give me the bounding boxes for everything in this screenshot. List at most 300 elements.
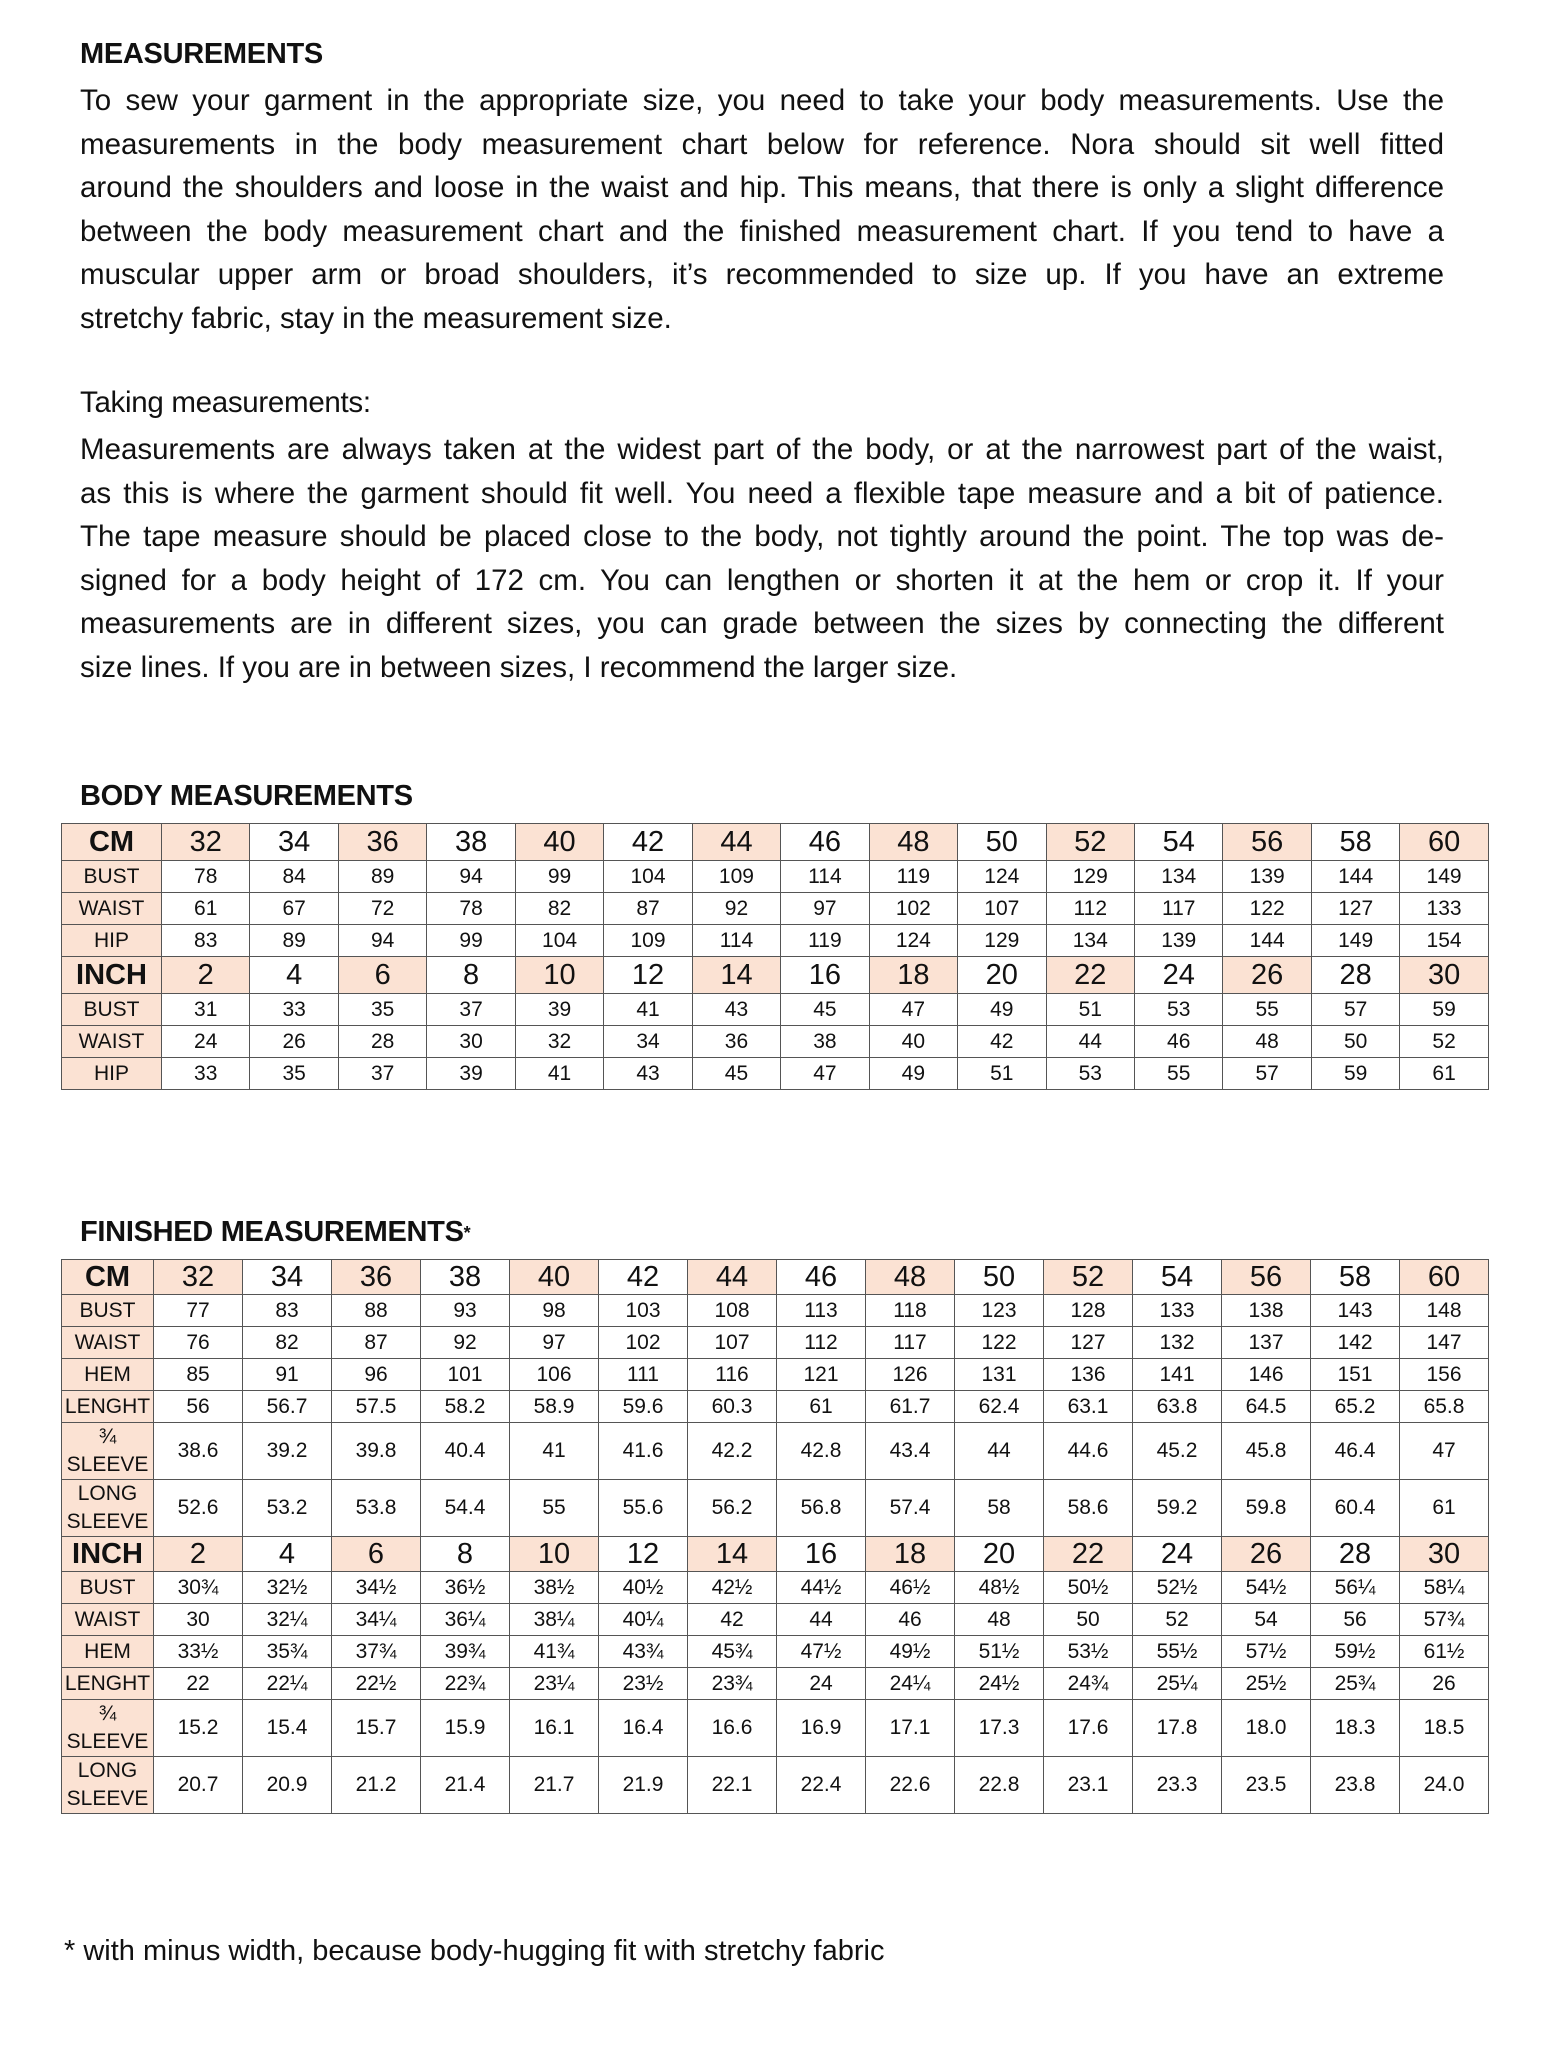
text-line: Measurements are always taken at the widest part of the body, or at the narrowest part of the waist,: [80, 433, 1444, 466]
value-cell: 24: [777, 1668, 866, 1700]
footnote: * with minus width, because body-hugging fit with stretchy fabric: [64, 1935, 885, 1967]
value-cell: 106: [510, 1359, 599, 1391]
value-cell: 134: [1046, 925, 1134, 957]
value-cell: 18.5: [1400, 1700, 1489, 1757]
value-cell: 89: [250, 925, 338, 957]
value-cell: 55½: [1133, 1636, 1222, 1668]
text-line: as this is where the garment should fit well. You need a flexible tape measure and a bit of patience.: [80, 476, 1444, 510]
measurement-label: HIP: [62, 1058, 162, 1090]
text-line: signed for a body height of 172 cm. You can lengthen or shorten it at the hem or crop it. If your: [80, 563, 1444, 597]
value-cell: 113: [777, 1295, 866, 1327]
value-cell: 43: [692, 994, 780, 1026]
value-cell: 38.6: [154, 1423, 243, 1480]
value-cell: 22¾: [421, 1668, 510, 1700]
value-cell: 101: [421, 1359, 510, 1391]
value-cell: 41.6: [599, 1423, 688, 1480]
value-cell: 37¾: [332, 1636, 421, 1668]
value-cell: 43.4: [866, 1423, 955, 1480]
value-cell: 104: [515, 925, 603, 957]
size-cell: 12: [604, 957, 692, 994]
value-cell: 121: [777, 1359, 866, 1391]
value-cell: 31: [162, 994, 250, 1026]
value-cell: 45¾: [688, 1636, 777, 1668]
value-cell: 24¼: [866, 1668, 955, 1700]
value-cell: 107: [688, 1327, 777, 1359]
value-cell: 15.4: [243, 1700, 332, 1757]
value-cell: 93: [421, 1295, 510, 1327]
size-header-row: [62, 1537, 1489, 1572]
size-cell: 28: [1311, 957, 1399, 994]
label-line: SLEEVE: [66, 1787, 149, 1810]
value-cell: 32½: [243, 1572, 332, 1604]
value-cell: 122: [955, 1327, 1044, 1359]
value-cell: 45.8: [1222, 1423, 1311, 1480]
value-cell: 99: [427, 925, 515, 957]
value-cell: 149: [1400, 861, 1488, 893]
size-cell: 58: [1311, 824, 1399, 861]
value-cell: 122: [1223, 893, 1311, 925]
value-cell: 114: [692, 925, 780, 957]
value-cell: 60.4: [1311, 1480, 1400, 1537]
size-cell: 30: [1400, 957, 1488, 994]
value-cell: 87: [604, 893, 692, 925]
value-cell: 76: [154, 1327, 243, 1359]
size-cell: 4: [250, 957, 338, 994]
value-cell: 127: [1311, 893, 1399, 925]
value-cell: 43: [604, 1058, 692, 1090]
size-cell: 42: [604, 824, 692, 861]
value-cell: 154: [1400, 925, 1488, 957]
value-cell: 129: [1046, 861, 1134, 893]
value-cell: 23.5: [1222, 1757, 1311, 1814]
table-row: [62, 925, 1489, 957]
value-cell: 45: [692, 1058, 780, 1090]
value-cell: 112: [777, 1327, 866, 1359]
value-cell: 56.7: [243, 1391, 332, 1423]
value-cell: 35: [250, 1058, 338, 1090]
value-cell: 37: [427, 994, 515, 1026]
value-cell: 118: [866, 1295, 955, 1327]
value-cell: 42: [688, 1604, 777, 1636]
size-cell: 60: [1400, 824, 1488, 861]
value-cell: 56¼: [1311, 1572, 1400, 1604]
value-cell: 92: [421, 1327, 510, 1359]
value-cell: 123: [955, 1295, 1044, 1327]
size-cell: 44: [692, 824, 780, 861]
intro-paragraph: [80, 79, 1444, 341]
value-cell: 131: [955, 1359, 1044, 1391]
value-cell: 44: [1046, 1026, 1134, 1058]
taking-measurements-paragraph: [80, 428, 1444, 690]
finished-measurements-title: [80, 1216, 470, 1249]
size-cell: 38: [427, 824, 515, 861]
unit-label: INCH: [62, 957, 162, 994]
value-cell: 50: [1044, 1604, 1133, 1636]
size-cell: 8: [427, 957, 515, 994]
label-line: LONG: [77, 1759, 138, 1782]
value-cell: 119: [781, 925, 869, 957]
value-cell: 40.4: [421, 1423, 510, 1480]
value-cell: 50½: [1044, 1572, 1133, 1604]
value-cell: 52: [1400, 1026, 1488, 1058]
value-cell: 61½: [1400, 1636, 1489, 1668]
value-cell: 78: [427, 893, 515, 925]
value-cell: 146: [1222, 1359, 1311, 1391]
size-cell: 58: [1311, 1260, 1400, 1295]
value-cell: 102: [869, 893, 957, 925]
size-header-row: [62, 1260, 1489, 1295]
value-cell: 51: [958, 1058, 1046, 1090]
table-row: [62, 1604, 1489, 1636]
value-cell: 23¾: [688, 1668, 777, 1700]
unit-label: CM: [62, 1260, 154, 1295]
value-cell: 24: [162, 1026, 250, 1058]
unit-label: CM: [62, 824, 162, 861]
size-cell: 2: [154, 1537, 243, 1572]
value-cell: 49: [869, 1058, 957, 1090]
value-cell: 22.1: [688, 1757, 777, 1814]
value-cell: 136: [1044, 1359, 1133, 1391]
value-cell: 142: [1311, 1327, 1400, 1359]
value-cell: 63.1: [1044, 1391, 1133, 1423]
measurement-label: [62, 1480, 154, 1537]
value-cell: 47: [869, 994, 957, 1026]
size-cell: 46: [781, 824, 869, 861]
value-cell: 57.5: [332, 1391, 421, 1423]
value-cell: 30¾: [154, 1572, 243, 1604]
value-cell: 55: [1223, 994, 1311, 1026]
value-cell: 117: [1134, 893, 1222, 925]
measurement-label: LENGHT: [62, 1668, 154, 1700]
size-cell: 56: [1223, 824, 1311, 861]
value-cell: 42½: [688, 1572, 777, 1604]
table-row: [62, 1700, 1489, 1757]
size-cell: 42: [599, 1260, 688, 1295]
value-cell: 42.2: [688, 1423, 777, 1480]
value-cell: 53½: [1044, 1636, 1133, 1668]
value-cell: 41: [604, 994, 692, 1026]
value-cell: 59.6: [599, 1391, 688, 1423]
size-cell: 52: [1044, 1260, 1133, 1295]
size-cell: 10: [515, 957, 603, 994]
value-cell: 149: [1311, 925, 1399, 957]
value-cell: 51: [1046, 994, 1134, 1026]
value-cell: 87: [332, 1327, 421, 1359]
text-line: between the body measurement chart and the finished measurement chart. If you tend to have a: [80, 214, 1444, 248]
value-cell: 141: [1133, 1359, 1222, 1391]
table-row: [62, 1423, 1489, 1480]
value-cell: 45: [781, 994, 869, 1026]
value-cell: 26: [1400, 1668, 1489, 1700]
table-row: [62, 1480, 1489, 1537]
size-cell: 28: [1311, 1537, 1400, 1572]
value-cell: 41: [515, 1058, 603, 1090]
value-cell: 18.3: [1311, 1700, 1400, 1757]
value-cell: 16.4: [599, 1700, 688, 1757]
measurement-label: [62, 1700, 154, 1757]
value-cell: 52: [1133, 1604, 1222, 1636]
value-cell: 44.6: [1044, 1423, 1133, 1480]
value-cell: 44½: [777, 1572, 866, 1604]
size-cell: 14: [688, 1537, 777, 1572]
value-cell: 16.6: [688, 1700, 777, 1757]
size-cell: 46: [777, 1260, 866, 1295]
value-cell: 151: [1311, 1359, 1400, 1391]
value-cell: 34½: [332, 1572, 421, 1604]
value-cell: 54.4: [421, 1480, 510, 1537]
size-cell: 44: [688, 1260, 777, 1295]
value-cell: 53: [1134, 994, 1222, 1026]
size-cell: 14: [692, 957, 780, 994]
value-cell: 57¾: [1400, 1604, 1489, 1636]
value-cell: 36: [692, 1026, 780, 1058]
value-cell: 124: [869, 925, 957, 957]
finished-measurements-table: [61, 1259, 1489, 1814]
value-cell: 47½: [777, 1636, 866, 1668]
value-cell: 59: [1311, 1058, 1399, 1090]
taking-measurements-heading: Taking measurements:: [80, 386, 371, 419]
value-cell: 42.8: [777, 1423, 866, 1480]
size-header-row: [62, 957, 1489, 994]
text-line: around the shoulders and loose in the waist and hip. This means, that there is only a slight difference: [80, 171, 1444, 205]
size-cell: 10: [510, 1537, 599, 1572]
value-cell: 58¼: [1400, 1572, 1489, 1604]
value-cell: 108: [688, 1295, 777, 1327]
measurement-label: BUST: [62, 1572, 154, 1604]
measurement-label: BUST: [62, 1295, 154, 1327]
size-cell: 20: [958, 957, 1046, 994]
size-cell: 20: [955, 1537, 1044, 1572]
value-cell: 16.9: [777, 1700, 866, 1757]
value-cell: 117: [866, 1327, 955, 1359]
value-cell: 34¼: [332, 1604, 421, 1636]
value-cell: 24.0: [1400, 1757, 1489, 1814]
size-cell: 38: [421, 1260, 510, 1295]
size-cell: 6: [338, 957, 426, 994]
value-cell: 39.2: [243, 1423, 332, 1480]
value-cell: 21.7: [510, 1757, 599, 1814]
value-cell: 24½: [955, 1668, 1044, 1700]
value-cell: 49½: [866, 1636, 955, 1668]
value-cell: 48½: [955, 1572, 1044, 1604]
value-cell: 49: [958, 994, 1046, 1026]
value-cell: 61: [1400, 1058, 1488, 1090]
body-measurements-table: [61, 823, 1489, 1090]
value-cell: 137: [1222, 1327, 1311, 1359]
measurement-label: [62, 1423, 154, 1480]
value-cell: 22.4: [777, 1757, 866, 1814]
value-cell: 138: [1222, 1295, 1311, 1327]
value-cell: 44: [777, 1604, 866, 1636]
size-cell: 40: [515, 824, 603, 861]
value-cell: 25¾: [1311, 1668, 1400, 1700]
text-line: muscular upper arm or broad shoulders, it’s recommended to size up. If you have an extreme: [80, 258, 1444, 292]
text-line: measurements in the body measurement chart below for reference. Nora should sit well fitted: [80, 127, 1444, 161]
measurement-label: HEM: [62, 1359, 154, 1391]
table-row: [62, 1391, 1489, 1423]
value-cell: 57½: [1222, 1636, 1311, 1668]
value-cell: 99: [515, 861, 603, 893]
value-cell: 37: [338, 1058, 426, 1090]
value-cell: 133: [1400, 893, 1488, 925]
value-cell: 133: [1133, 1295, 1222, 1327]
value-cell: 54: [1222, 1604, 1311, 1636]
value-cell: 56: [154, 1391, 243, 1423]
value-cell: 58.9: [510, 1391, 599, 1423]
size-cell: 34: [243, 1260, 332, 1295]
value-cell: 126: [866, 1359, 955, 1391]
size-cell: 4: [243, 1537, 332, 1572]
size-cell: 36: [338, 824, 426, 861]
page-title: MEASUREMENTS: [80, 38, 323, 70]
size-cell: 2: [162, 957, 250, 994]
label-line: LONG: [77, 1482, 138, 1505]
measurement-label: BUST: [62, 994, 162, 1026]
size-cell: 60: [1400, 1260, 1489, 1295]
value-cell: 143: [1311, 1295, 1400, 1327]
table-row: [62, 1668, 1489, 1700]
value-cell: 45.2: [1133, 1423, 1222, 1480]
value-cell: 46: [866, 1604, 955, 1636]
value-cell: 43¾: [599, 1636, 688, 1668]
value-cell: 107: [958, 893, 1046, 925]
value-cell: 46½: [866, 1572, 955, 1604]
value-cell: 83: [162, 925, 250, 957]
label-line: ¾: [98, 1425, 117, 1448]
value-cell: 26: [250, 1026, 338, 1058]
text-line: size lines. If you are in between sizes, I recommend the larger size.: [80, 650, 958, 684]
value-cell: 109: [604, 925, 692, 957]
value-cell: 61.7: [866, 1391, 955, 1423]
size-cell: 16: [777, 1537, 866, 1572]
size-cell: 50: [958, 824, 1046, 861]
value-cell: 53.2: [243, 1480, 332, 1537]
value-cell: 40¼: [599, 1604, 688, 1636]
value-cell: 32: [515, 1026, 603, 1058]
size-cell: 24: [1134, 957, 1222, 994]
value-cell: 58.6: [1044, 1480, 1133, 1537]
value-cell: 50: [1311, 1026, 1399, 1058]
text-line: The tape measure should be placed close to the body, not tightly around the point. The top was de-: [80, 520, 1444, 554]
value-cell: 61: [162, 893, 250, 925]
value-cell: 59: [1400, 994, 1488, 1026]
measurement-label: WAIST: [62, 1026, 162, 1058]
value-cell: 21.9: [599, 1757, 688, 1814]
value-cell: 89: [338, 861, 426, 893]
value-cell: 35: [338, 994, 426, 1026]
value-cell: 39¾: [421, 1636, 510, 1668]
value-cell: 36½: [421, 1572, 510, 1604]
value-cell: 17.6: [1044, 1700, 1133, 1757]
value-cell: 36¼: [421, 1604, 510, 1636]
value-cell: 132: [1133, 1327, 1222, 1359]
size-cell: 8: [421, 1537, 510, 1572]
value-cell: 33½: [154, 1636, 243, 1668]
value-cell: 102: [599, 1327, 688, 1359]
value-cell: 15.9: [421, 1700, 510, 1757]
measurement-label: [62, 1757, 154, 1814]
value-cell: 20.9: [243, 1757, 332, 1814]
value-cell: 22¼: [243, 1668, 332, 1700]
value-cell: 63.8: [1133, 1391, 1222, 1423]
size-cell: 12: [599, 1537, 688, 1572]
value-cell: 15.2: [154, 1700, 243, 1757]
value-cell: 65.2: [1311, 1391, 1400, 1423]
size-cell: 30: [1400, 1537, 1489, 1572]
value-cell: 97: [510, 1327, 599, 1359]
value-cell: 17.1: [866, 1700, 955, 1757]
value-cell: 116: [688, 1359, 777, 1391]
value-cell: 111: [599, 1359, 688, 1391]
value-cell: 51½: [955, 1636, 1044, 1668]
value-cell: 22.6: [866, 1757, 955, 1814]
table-row: [62, 1327, 1489, 1359]
value-cell: 23¼: [510, 1668, 599, 1700]
value-cell: 82: [243, 1327, 332, 1359]
value-cell: 44: [955, 1423, 1044, 1480]
value-cell: 46: [1134, 1026, 1222, 1058]
value-cell: 129: [958, 925, 1046, 957]
value-cell: 38¼: [510, 1604, 599, 1636]
value-cell: 59.8: [1222, 1480, 1311, 1537]
value-cell: 127: [1044, 1327, 1133, 1359]
value-cell: 104: [604, 861, 692, 893]
measurement-label: LENGHT: [62, 1391, 154, 1423]
table-row: [62, 1295, 1489, 1327]
value-cell: 34: [604, 1026, 692, 1058]
value-cell: 22: [154, 1668, 243, 1700]
value-cell: 53.8: [332, 1480, 421, 1537]
finished-title-marker: *: [463, 1222, 471, 1243]
size-cell: 22: [1046, 957, 1134, 994]
value-cell: 97: [781, 893, 869, 925]
value-cell: 54½: [1222, 1572, 1311, 1604]
size-cell: 32: [154, 1260, 243, 1295]
table-row: [62, 1026, 1489, 1058]
value-cell: 40½: [599, 1572, 688, 1604]
value-cell: 30: [154, 1604, 243, 1636]
size-cell: 16: [781, 957, 869, 994]
size-cell: 36: [332, 1260, 421, 1295]
value-cell: 94: [427, 861, 515, 893]
label-line: SLEEVE: [66, 1510, 149, 1533]
size-cell: 40: [510, 1260, 599, 1295]
value-cell: 83: [243, 1295, 332, 1327]
body-measurements-title: BODY MEASUREMENTS: [80, 780, 413, 812]
value-cell: 33: [162, 1058, 250, 1090]
value-cell: 56: [1311, 1604, 1400, 1636]
value-cell: 57: [1311, 994, 1399, 1026]
value-cell: 15.7: [332, 1700, 421, 1757]
value-cell: 38: [781, 1026, 869, 1058]
value-cell: 38½: [510, 1572, 599, 1604]
table-row: [62, 1572, 1489, 1604]
value-cell: 78: [162, 861, 250, 893]
size-cell: 22: [1044, 1537, 1133, 1572]
table-row: [62, 1359, 1489, 1391]
value-cell: 144: [1311, 861, 1399, 893]
unit-label: INCH: [62, 1537, 154, 1572]
table-row: [62, 861, 1489, 893]
value-cell: 32¼: [243, 1604, 332, 1636]
measurement-label: HEM: [62, 1636, 154, 1668]
label-line: SLEEVE: [66, 1453, 149, 1476]
value-cell: 17.8: [1133, 1700, 1222, 1757]
value-cell: 124: [958, 861, 1046, 893]
size-cell: 56: [1222, 1260, 1311, 1295]
value-cell: 22½: [332, 1668, 421, 1700]
value-cell: 61: [777, 1391, 866, 1423]
